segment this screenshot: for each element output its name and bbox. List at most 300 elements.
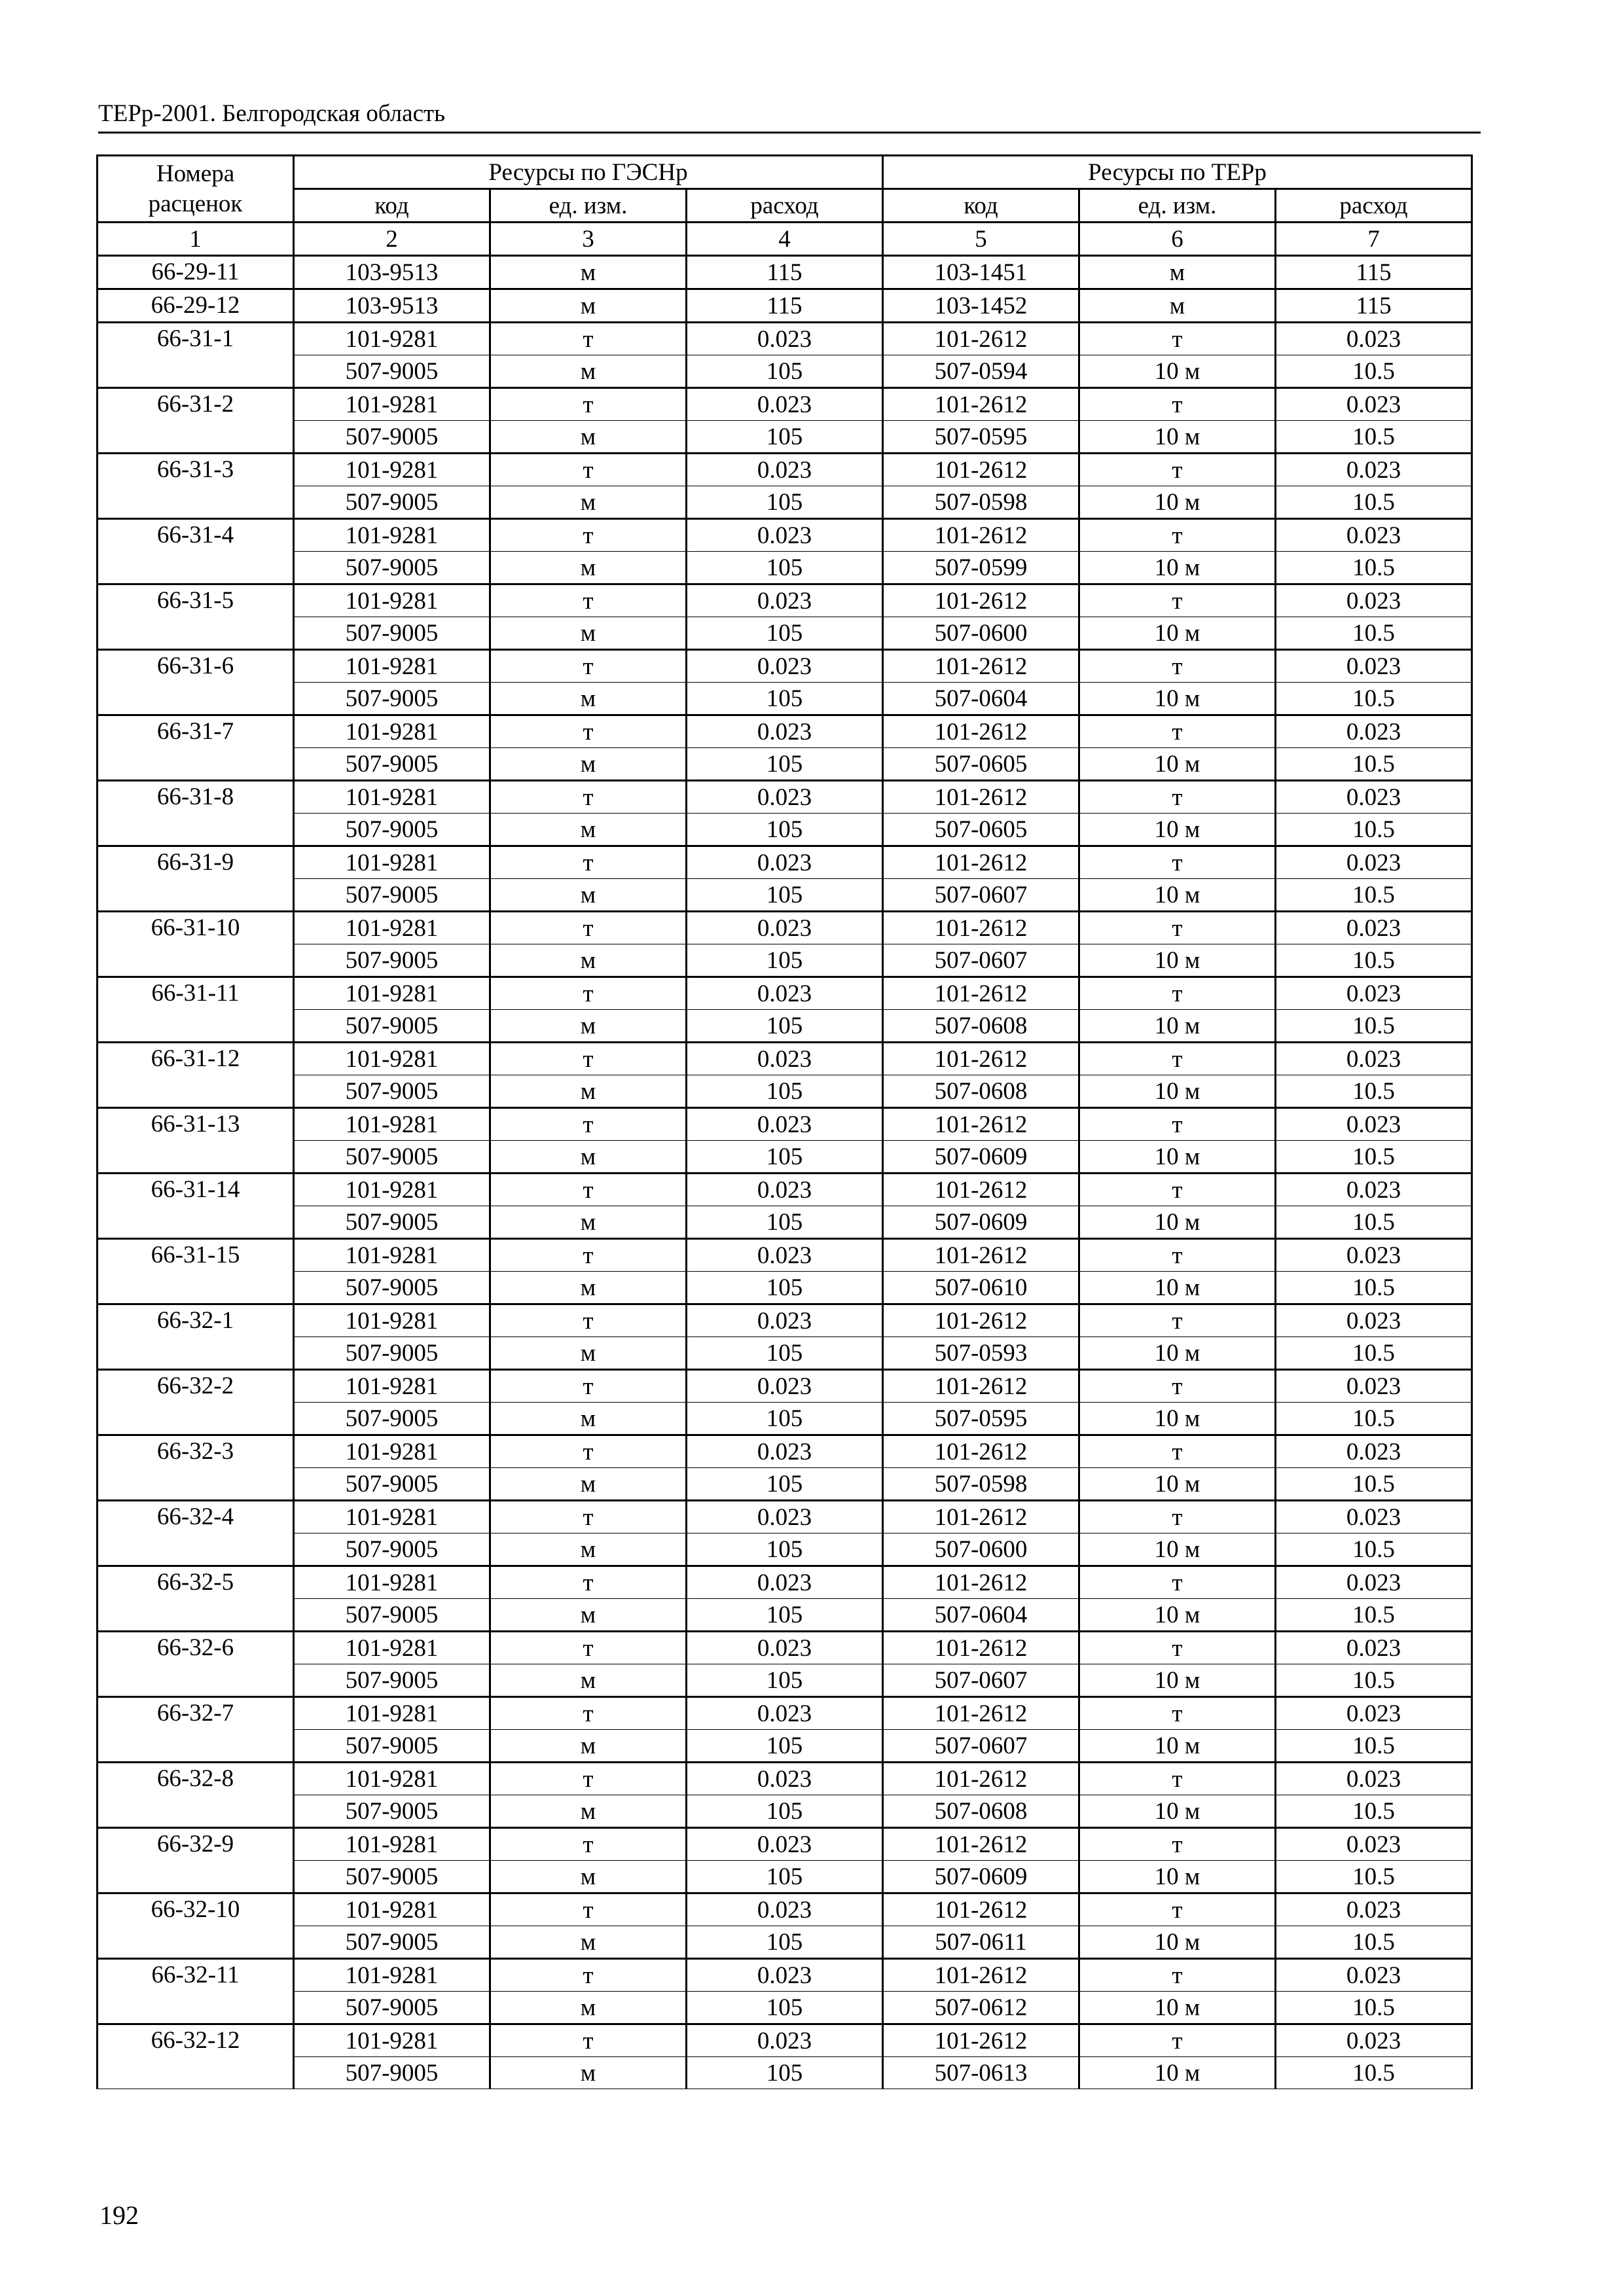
ter-amount-cell: 0.023 bbox=[1276, 715, 1472, 748]
gesn-unit-cell: м bbox=[490, 814, 687, 846]
gesn-amount-cell: 0.023 bbox=[687, 650, 883, 683]
ter-code-cell: 507-0598 bbox=[883, 486, 1079, 519]
rate-number: 66-31-10 bbox=[98, 912, 294, 977]
gesn-unit-cell: м bbox=[490, 944, 687, 977]
gesn-code-cell: 101-9281 bbox=[294, 1370, 490, 1403]
ter-amount-cell: 10.5 bbox=[1276, 1992, 1472, 2024]
gesn-amount-cell: 115 bbox=[687, 289, 883, 323]
gesn-amount-cell: 105 bbox=[687, 748, 883, 781]
ter-code-cell: 103-1452 bbox=[883, 289, 1079, 323]
gesn-unit-cell: м bbox=[490, 617, 687, 650]
gesn-amount-cell: 105 bbox=[687, 2057, 883, 2089]
ter-unit-cell: 10 м bbox=[1079, 1206, 1276, 1239]
ter-code-cell: 507-0594 bbox=[883, 355, 1079, 388]
gesn-unit-cell: т bbox=[490, 454, 687, 486]
table-row bbox=[98, 1664, 1472, 1697]
ter-unit-cell: т bbox=[1079, 846, 1276, 879]
rate-number: 66-31-4 bbox=[98, 519, 294, 584]
column-number: 4 bbox=[687, 223, 883, 256]
ter-unit-cell: т bbox=[1079, 1566, 1276, 1599]
rate-number: 66-31-9 bbox=[98, 846, 294, 912]
ter-code-cell: 103-1451 bbox=[883, 256, 1079, 289]
gesn-amount-cell: 105 bbox=[687, 1992, 883, 2024]
ter-code-cell: 507-0607 bbox=[883, 1730, 1079, 1763]
gesn-code-cell: 507-9005 bbox=[294, 748, 490, 781]
ter-amount-cell: 10.5 bbox=[1276, 355, 1472, 388]
ter-code-cell: 101-2612 bbox=[883, 1763, 1079, 1795]
table-row bbox=[98, 1141, 1472, 1174]
rate-number: 66-31-14 bbox=[98, 1174, 294, 1239]
gesn-amount-cell: 105 bbox=[687, 1534, 883, 1566]
rate-number: 66-31-1 bbox=[98, 323, 294, 388]
gesn-code-cell: 507-9005 bbox=[294, 421, 490, 454]
gesn-unit-cell: м bbox=[490, 1337, 687, 1370]
gesn-code-cell: 507-9005 bbox=[294, 486, 490, 519]
table-row bbox=[98, 1893, 1472, 1926]
ter-amount-cell: 0.023 bbox=[1276, 912, 1472, 944]
ter-amount-cell: 10.5 bbox=[1276, 1599, 1472, 1632]
gesn-amount-cell: 0.023 bbox=[687, 912, 883, 944]
gesn-code-cell: 507-9005 bbox=[294, 1337, 490, 1370]
table-row bbox=[98, 2024, 1472, 2057]
gesn-code-cell: 101-9281 bbox=[294, 323, 490, 355]
gesn-unit-cell: м bbox=[490, 748, 687, 781]
table-row bbox=[98, 519, 1472, 552]
gesn-unit-cell: м bbox=[490, 1861, 687, 1893]
ter-unit-cell: т bbox=[1079, 1304, 1276, 1337]
column-number: 1 bbox=[98, 223, 294, 256]
ter-code-cell: 507-0599 bbox=[883, 552, 1079, 584]
table-row bbox=[98, 1992, 1472, 2024]
gesn-unit-cell: т bbox=[490, 519, 687, 552]
ter-amount-cell: 0.023 bbox=[1276, 2024, 1472, 2057]
ter-unit-cell: т bbox=[1079, 388, 1276, 421]
gesn-code-cell: 507-9005 bbox=[294, 1206, 490, 1239]
gesn-amount-cell: 105 bbox=[687, 1337, 883, 1370]
gesn-code-cell: 101-9281 bbox=[294, 977, 490, 1010]
table-row bbox=[98, 1795, 1472, 1828]
ter-amount-cell: 10.5 bbox=[1276, 814, 1472, 846]
gesn-unit-cell: м bbox=[490, 1599, 687, 1632]
ter-code-cell: 507-0604 bbox=[883, 1599, 1079, 1632]
gesn-unit-cell: м bbox=[490, 2057, 687, 2089]
gesn-amount-cell: 0.023 bbox=[687, 1632, 883, 1664]
table-row bbox=[98, 2057, 1472, 2089]
gesn-code-cell: 507-9005 bbox=[294, 1141, 490, 1174]
gesn-amount-cell: 0.023 bbox=[687, 1239, 883, 1272]
gesn-unit-cell: м bbox=[490, 1664, 687, 1697]
ter-amount-cell: 0.023 bbox=[1276, 454, 1472, 486]
table-row bbox=[98, 1861, 1472, 1893]
rate-number: 66-32-2 bbox=[98, 1370, 294, 1435]
table-row bbox=[98, 912, 1472, 944]
gesn-amount-cell: 115 bbox=[687, 256, 883, 289]
gesn-unit-cell: м bbox=[490, 1075, 687, 1108]
gesn-amount-cell: 0.023 bbox=[687, 1697, 883, 1730]
table-row bbox=[98, 1632, 1472, 1664]
ter-code-cell: 507-0610 bbox=[883, 1272, 1079, 1304]
table-row bbox=[98, 1566, 1472, 1599]
gesn-unit-cell: м bbox=[490, 1730, 687, 1763]
gesn-amount-cell: 0.023 bbox=[687, 1501, 883, 1534]
ter-code-cell: 507-0608 bbox=[883, 1010, 1079, 1043]
ter-code-cell: 507-0607 bbox=[883, 1664, 1079, 1697]
table-row bbox=[98, 1763, 1472, 1795]
ter-unit-cell: т bbox=[1079, 1043, 1276, 1075]
ter-amount-cell: 0.023 bbox=[1276, 519, 1472, 552]
ter-code-cell: 101-2612 bbox=[883, 388, 1079, 421]
rate-number: 66-31-3 bbox=[98, 454, 294, 519]
gesn-unit-cell: т bbox=[490, 650, 687, 683]
ter-code-cell: 101-2612 bbox=[883, 2024, 1079, 2057]
ter-code-cell: 507-0609 bbox=[883, 1141, 1079, 1174]
ter-amount-cell: 10.5 bbox=[1276, 1468, 1472, 1501]
gesn-unit-cell: м bbox=[490, 683, 687, 715]
gesn-code-cell: 507-9005 bbox=[294, 1599, 490, 1632]
rate-number: 66-31-12 bbox=[98, 1043, 294, 1108]
ter-code-cell: 101-2612 bbox=[883, 650, 1079, 683]
ter-amount-cell: 0.023 bbox=[1276, 1893, 1472, 1926]
ter-unit-cell: т bbox=[1079, 1697, 1276, 1730]
ter-unit-cell: т bbox=[1079, 912, 1276, 944]
table-row bbox=[98, 1239, 1472, 1272]
ter-code-cell: 101-2612 bbox=[883, 519, 1079, 552]
ter-amount-cell: 10.5 bbox=[1276, 1075, 1472, 1108]
rate-number: 66-32-12 bbox=[98, 2024, 294, 2089]
rate-number: 66-31-8 bbox=[98, 781, 294, 846]
ter-amount-cell: 10.5 bbox=[1276, 1403, 1472, 1435]
gesn-unit-cell: т bbox=[490, 1893, 687, 1926]
gesn-code-cell: 507-9005 bbox=[294, 552, 490, 584]
ter-code-cell: 507-0595 bbox=[883, 421, 1079, 454]
table-row bbox=[98, 944, 1472, 977]
ter-amount-cell: 10.5 bbox=[1276, 1926, 1472, 1959]
ter-unit-cell: 10 м bbox=[1079, 2057, 1276, 2089]
rate-number: 66-29-11 bbox=[98, 256, 294, 289]
column-number: 7 bbox=[1276, 223, 1472, 256]
gesn-unit-cell: т bbox=[490, 584, 687, 617]
ter-amount-cell: 0.023 bbox=[1276, 1501, 1472, 1534]
table-row bbox=[98, 617, 1472, 650]
table-row bbox=[98, 1501, 1472, 1534]
table-row bbox=[98, 1828, 1472, 1861]
gesn-unit-cell: т bbox=[490, 781, 687, 814]
ter-amount-cell: 0.023 bbox=[1276, 584, 1472, 617]
gesn-amount-cell: 105 bbox=[687, 1926, 883, 1959]
ter-unit-cell: т bbox=[1079, 1828, 1276, 1861]
ter-code-cell: 101-2612 bbox=[883, 1304, 1079, 1337]
ter-amount-cell: 10.5 bbox=[1276, 421, 1472, 454]
table-row bbox=[98, 1926, 1472, 1959]
table-row bbox=[98, 846, 1472, 879]
ter-amount-cell: 10.5 bbox=[1276, 1141, 1472, 1174]
ter-amount-cell: 10.5 bbox=[1276, 1010, 1472, 1043]
gesn-amount-cell: 0.023 bbox=[687, 1566, 883, 1599]
ter-unit-cell: 10 м bbox=[1079, 1141, 1276, 1174]
ter-unit-cell: 10 м bbox=[1079, 1403, 1276, 1435]
table-row bbox=[98, 1304, 1472, 1337]
gesn-code-cell: 101-9281 bbox=[294, 1893, 490, 1926]
gesn-unit-cell: т bbox=[490, 1566, 687, 1599]
gesn-code-cell: 101-9281 bbox=[294, 1304, 490, 1337]
gesn-code-cell: 507-9005 bbox=[294, 1992, 490, 2024]
rate-number: 66-32-3 bbox=[98, 1435, 294, 1501]
table-row bbox=[98, 355, 1472, 388]
ter-code-cell: 507-0595 bbox=[883, 1403, 1079, 1435]
ter-code-cell: 101-2612 bbox=[883, 1108, 1079, 1141]
gesn-unit-cell: т bbox=[490, 977, 687, 1010]
ter-amount-cell: 0.023 bbox=[1276, 1435, 1472, 1468]
ter-unit-cell: 10 м bbox=[1079, 1075, 1276, 1108]
sub-header-amount: расход bbox=[687, 189, 883, 223]
ter-amount-cell: 10.5 bbox=[1276, 1795, 1472, 1828]
ter-unit-cell: т bbox=[1079, 1370, 1276, 1403]
gesn-code-cell: 101-9281 bbox=[294, 1763, 490, 1795]
ter-amount-cell: 0.023 bbox=[1276, 781, 1472, 814]
ter-unit-cell: т bbox=[1079, 1435, 1276, 1468]
column-number: 6 bbox=[1079, 223, 1276, 256]
ter-unit-cell: 10 м bbox=[1079, 1599, 1276, 1632]
gesn-code-cell: 507-9005 bbox=[294, 1272, 490, 1304]
gesn-amount-cell: 0.023 bbox=[687, 1108, 883, 1141]
rate-number: 66-32-8 bbox=[98, 1763, 294, 1828]
table-row bbox=[98, 1206, 1472, 1239]
ter-unit-cell: 10 м bbox=[1079, 617, 1276, 650]
gesn-code-cell: 101-9281 bbox=[294, 846, 490, 879]
gesn-code-cell: 101-9281 bbox=[294, 454, 490, 486]
gesn-amount-cell: 105 bbox=[687, 552, 883, 584]
gesn-unit-cell: м bbox=[490, 1403, 687, 1435]
ter-amount-cell: 0.023 bbox=[1276, 1959, 1472, 1992]
ter-code-cell: 507-0598 bbox=[883, 1468, 1079, 1501]
ter-unit-cell: т bbox=[1079, 781, 1276, 814]
ter-unit-cell: т bbox=[1079, 1763, 1276, 1795]
gesn-amount-cell: 0.023 bbox=[687, 781, 883, 814]
ter-amount-cell: 10.5 bbox=[1276, 879, 1472, 912]
table-body bbox=[98, 256, 1472, 2089]
gesn-code-cell: 101-9281 bbox=[294, 584, 490, 617]
ter-unit-cell: м bbox=[1079, 289, 1276, 323]
gesn-code-cell: 101-9281 bbox=[294, 1632, 490, 1664]
ter-code-cell: 101-2612 bbox=[883, 323, 1079, 355]
gesn-code-cell: 507-9005 bbox=[294, 1403, 490, 1435]
gesn-amount-cell: 105 bbox=[687, 486, 883, 519]
gesn-code-cell: 103-9513 bbox=[294, 256, 490, 289]
ter-unit-cell: т bbox=[1079, 1959, 1276, 1992]
gesn-code-cell: 507-9005 bbox=[294, 814, 490, 846]
gesn-unit-cell: м bbox=[490, 421, 687, 454]
ter-amount-cell: 10.5 bbox=[1276, 1730, 1472, 1763]
gesn-code-cell: 101-9281 bbox=[294, 1108, 490, 1141]
table-row bbox=[98, 256, 1472, 289]
ter-amount-cell: 0.023 bbox=[1276, 1828, 1472, 1861]
gesn-amount-cell: 0.023 bbox=[687, 1174, 883, 1206]
ter-code-cell: 507-0609 bbox=[883, 1206, 1079, 1239]
ter-amount-cell: 0.023 bbox=[1276, 846, 1472, 879]
ter-amount-cell: 115 bbox=[1276, 289, 1472, 323]
rate-number: 66-32-7 bbox=[98, 1697, 294, 1763]
ter-unit-cell: 10 м bbox=[1079, 552, 1276, 584]
ter-code-cell: 507-0612 bbox=[883, 1992, 1079, 2024]
gesn-code-cell: 507-9005 bbox=[294, 1534, 490, 1566]
ter-unit-cell: 10 м bbox=[1079, 486, 1276, 519]
column-number: 2 bbox=[294, 223, 490, 256]
sub-header-amount: расход bbox=[1276, 189, 1472, 223]
gesn-code-cell: 101-9281 bbox=[294, 1174, 490, 1206]
gesn-code-cell: 507-9005 bbox=[294, 1075, 490, 1108]
gesn-amount-cell: 0.023 bbox=[687, 1304, 883, 1337]
ter-amount-cell: 0.023 bbox=[1276, 650, 1472, 683]
rate-number: 66-32-10 bbox=[98, 1893, 294, 1959]
gesn-amount-cell: 0.023 bbox=[687, 1043, 883, 1075]
gesn-amount-cell: 0.023 bbox=[687, 1435, 883, 1468]
gesn-unit-cell: т bbox=[490, 1697, 687, 1730]
gesn-amount-cell: 0.023 bbox=[687, 977, 883, 1010]
gesn-unit-cell: м bbox=[490, 1468, 687, 1501]
ter-code-cell: 507-0593 bbox=[883, 1337, 1079, 1370]
gesn-unit-cell: т bbox=[490, 1108, 687, 1141]
ter-unit-cell: т bbox=[1079, 977, 1276, 1010]
ter-code-cell: 101-2612 bbox=[883, 846, 1079, 879]
gesn-amount-cell: 105 bbox=[687, 421, 883, 454]
gesn-amount-cell: 105 bbox=[687, 1010, 883, 1043]
ter-unit-cell: 10 м bbox=[1079, 1468, 1276, 1501]
gesn-unit-cell: м bbox=[490, 256, 687, 289]
table-row bbox=[98, 977, 1472, 1010]
ter-amount-cell: 0.023 bbox=[1276, 1566, 1472, 1599]
table-row bbox=[98, 323, 1472, 355]
sub-header-unit: ед. изм. bbox=[1079, 189, 1276, 223]
ter-code-cell: 101-2612 bbox=[883, 1632, 1079, 1664]
gesn-code-cell: 507-9005 bbox=[294, 1010, 490, 1043]
rate-number: 66-32-9 bbox=[98, 1828, 294, 1893]
gesn-code-cell: 101-9281 bbox=[294, 1435, 490, 1468]
table-row bbox=[98, 486, 1472, 519]
ter-code-cell: 101-2612 bbox=[883, 1239, 1079, 1272]
gesn-unit-cell: т bbox=[490, 1174, 687, 1206]
gesn-unit-cell: т bbox=[490, 1435, 687, 1468]
ter-code-cell: 101-2612 bbox=[883, 1697, 1079, 1730]
ter-code-cell: 507-0600 bbox=[883, 1534, 1079, 1566]
gesn-amount-cell: 105 bbox=[687, 1075, 883, 1108]
rate-number: 66-31-7 bbox=[98, 715, 294, 781]
gesn-amount-cell: 0.023 bbox=[687, 584, 883, 617]
gesn-unit-cell: т bbox=[490, 2024, 687, 2057]
gesn-code-cell: 101-9281 bbox=[294, 1828, 490, 1861]
rate-number: 66-32-6 bbox=[98, 1632, 294, 1697]
ter-amount-cell: 0.023 bbox=[1276, 1108, 1472, 1141]
gesn-amount-cell: 105 bbox=[687, 1468, 883, 1501]
ter-unit-cell: т bbox=[1079, 1174, 1276, 1206]
sub-header-unit: ед. изм. bbox=[490, 189, 687, 223]
ter-unit-cell: 10 м bbox=[1079, 421, 1276, 454]
page-number: 192 bbox=[99, 2200, 139, 2230]
gesn-amount-cell: 105 bbox=[687, 944, 883, 977]
ter-amount-cell: 10.5 bbox=[1276, 617, 1472, 650]
gesn-code-cell: 101-9281 bbox=[294, 388, 490, 421]
table-row bbox=[98, 715, 1472, 748]
ter-code-cell: 101-2612 bbox=[883, 1828, 1079, 1861]
ter-code-cell: 507-0600 bbox=[883, 617, 1079, 650]
rate-number: 66-31-5 bbox=[98, 584, 294, 650]
table-row bbox=[98, 1272, 1472, 1304]
ter-amount-cell: 0.023 bbox=[1276, 1632, 1472, 1664]
ter-code-cell: 507-0609 bbox=[883, 1861, 1079, 1893]
table-row bbox=[98, 1435, 1472, 1468]
gesn-unit-cell: т bbox=[490, 1304, 687, 1337]
gesn-amount-cell: 0.023 bbox=[687, 715, 883, 748]
gesn-unit-cell: м bbox=[490, 1795, 687, 1828]
ter-unit-cell: 10 м bbox=[1079, 1861, 1276, 1893]
ter-unit-cell: 10 м bbox=[1079, 814, 1276, 846]
gesn-unit-cell: т bbox=[490, 1763, 687, 1795]
gesn-unit-cell: м bbox=[490, 1534, 687, 1566]
gesn-unit-cell: т bbox=[490, 715, 687, 748]
ter-unit-cell: т bbox=[1079, 454, 1276, 486]
gesn-unit-cell: т bbox=[490, 1959, 687, 1992]
ter-code-cell: 507-0611 bbox=[883, 1926, 1079, 1959]
ter-code-cell: 101-2612 bbox=[883, 1174, 1079, 1206]
ter-amount-cell: 10.5 bbox=[1276, 748, 1472, 781]
ter-unit-cell: м bbox=[1079, 256, 1276, 289]
ter-code-cell: 101-2612 bbox=[883, 977, 1079, 1010]
gesn-amount-cell: 105 bbox=[687, 683, 883, 715]
ter-unit-cell: т bbox=[1079, 715, 1276, 748]
gesn-amount-cell: 0.023 bbox=[687, 1828, 883, 1861]
gesn-code-cell: 101-9281 bbox=[294, 519, 490, 552]
ter-code-cell: 101-2612 bbox=[883, 781, 1079, 814]
rate-number: 66-31-6 bbox=[98, 650, 294, 715]
ter-code-cell: 101-2612 bbox=[883, 715, 1079, 748]
table-row bbox=[98, 1403, 1472, 1435]
gesn-unit-cell: м bbox=[490, 289, 687, 323]
gesn-code-cell: 507-9005 bbox=[294, 1664, 490, 1697]
ter-unit-cell: т bbox=[1079, 2024, 1276, 2057]
ter-amount-cell: 10.5 bbox=[1276, 486, 1472, 519]
ter-amount-cell: 10.5 bbox=[1276, 552, 1472, 584]
gesn-amount-cell: 0.023 bbox=[687, 846, 883, 879]
ter-code-cell: 507-0608 bbox=[883, 1795, 1079, 1828]
gesn-amount-cell: 105 bbox=[687, 814, 883, 846]
table-row bbox=[98, 1075, 1472, 1108]
gesn-code-cell: 101-9281 bbox=[294, 1043, 490, 1075]
gesn-unit-cell: т bbox=[490, 323, 687, 355]
gesn-code-cell: 507-9005 bbox=[294, 1926, 490, 1959]
ter-unit-cell: т bbox=[1079, 323, 1276, 355]
ter-amount-cell: 0.023 bbox=[1276, 388, 1472, 421]
gesn-unit-cell: м bbox=[490, 355, 687, 388]
gesn-amount-cell: 0.023 bbox=[687, 1893, 883, 1926]
gesn-code-cell: 507-9005 bbox=[294, 617, 490, 650]
gesn-code-cell: 507-9005 bbox=[294, 683, 490, 715]
ter-code-cell: 101-2612 bbox=[883, 1566, 1079, 1599]
gesn-code-cell: 101-9281 bbox=[294, 1566, 490, 1599]
gesn-code-cell: 101-9281 bbox=[294, 1697, 490, 1730]
col-rate-header bbox=[98, 156, 294, 223]
ter-unit-cell: 10 м bbox=[1079, 1272, 1276, 1304]
ter-amount-cell: 0.023 bbox=[1276, 1763, 1472, 1795]
gesn-code-cell: 507-9005 bbox=[294, 355, 490, 388]
ter-amount-cell: 0.023 bbox=[1276, 1304, 1472, 1337]
table-row bbox=[98, 781, 1472, 814]
gesn-unit-cell: т bbox=[490, 912, 687, 944]
rate-number: 66-31-2 bbox=[98, 388, 294, 454]
ter-unit-cell: т bbox=[1079, 1108, 1276, 1141]
gesn-unit-cell: м bbox=[490, 1141, 687, 1174]
gesn-code-cell: 507-9005 bbox=[294, 944, 490, 977]
gesn-amount-cell: 105 bbox=[687, 1730, 883, 1763]
gesn-unit-cell: т bbox=[490, 1828, 687, 1861]
